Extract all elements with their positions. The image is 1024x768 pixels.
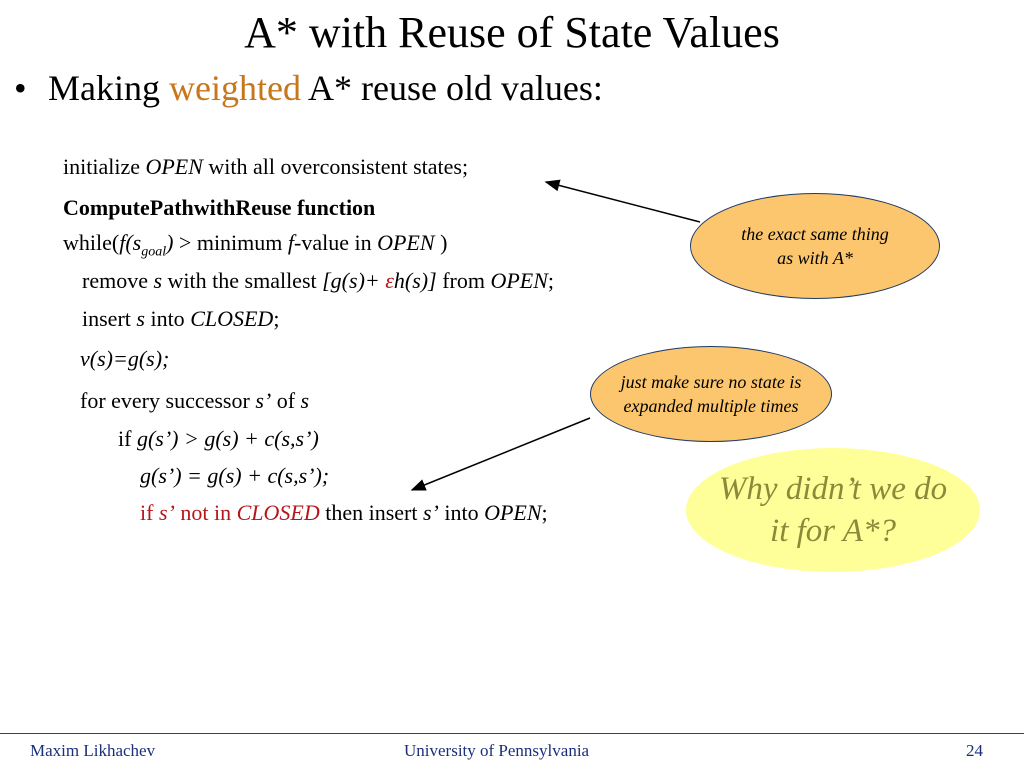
bullet-highlight: weighted — [169, 68, 301, 108]
footer-page-number: 24 — [966, 741, 983, 760]
arrow-to-initialize — [546, 182, 700, 222]
arrow-to-update-g — [412, 418, 590, 490]
bullet-text-post: A* reuse old values: — [307, 68, 603, 108]
footer-university: University of Pennsylvania — [404, 741, 590, 760]
code-line-initialize: initialize OPEN with all overconsistent states; — [63, 154, 469, 179]
code-line-while: $while(f(s_{goal})$ > minimum f-value in OPEN ) — [63, 230, 448, 260]
callout-exact-same-text: the exact same thing as with A* — [741, 224, 889, 268]
code-line-remove: remove s with the smallest [g(s)+ εh(s)] from OPEN; — [82, 268, 555, 293]
code-line-insert-closed: insert s into CLOSED; — [82, 306, 280, 331]
code-line-insert-open: if s’ not in CLOSED then insert s’ into OPEN; — [140, 500, 548, 525]
footer-author: Maxim Likhachev — [30, 741, 156, 760]
slide-title: A* with Reuse of State Values — [244, 8, 780, 57]
footer-rule — [0, 733, 1024, 734]
callout-question-text: Why didn’t we do it for A*? — [718, 471, 948, 549]
bullet-symbol: • — [14, 68, 27, 108]
code-function-name: ComputePathwithReuse function — [63, 195, 376, 220]
code-line-if-compare: if g(s’) > g(s) + c(s,s’) — [118, 426, 319, 451]
callout-expanded-once-text: just make sure no state is expanded multiple times — [620, 372, 802, 416]
bullet-text-pre: Making — [48, 68, 160, 108]
code-line-for-successor: for every successor s’ of s — [80, 388, 310, 413]
code-line-assign-v: v(s)=g(s); — [80, 346, 170, 371]
code-line-update-g: g(s’) = g(s) + c(s,s’); — [140, 463, 330, 488]
